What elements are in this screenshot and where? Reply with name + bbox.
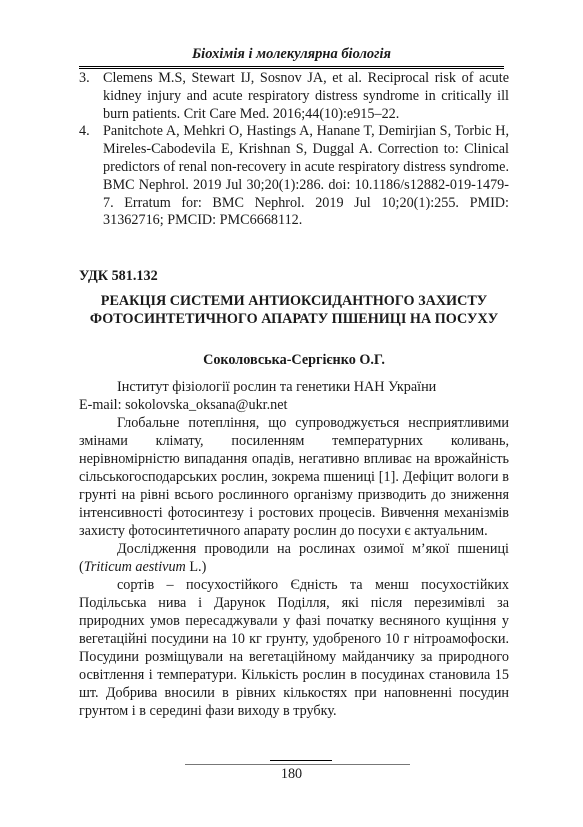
body-paragraph	[79, 540, 509, 576]
header-divider	[79, 66, 504, 69]
species-name: Triticum aestivum	[83, 559, 186, 575]
author-email: E-mail: sokolovska_oksana@ukr.net	[79, 397, 288, 413]
udc-code: УДК 581.132	[79, 268, 158, 284]
paragraph-text: Дослідження проводили на рослинах озимої м’якої пшениці (	[79, 541, 509, 575]
article-body	[79, 414, 509, 720]
footer-divider	[185, 764, 410, 765]
reference-number: 3.	[79, 70, 90, 86]
reference-item	[79, 123, 509, 230]
footnote-divider	[270, 760, 332, 761]
reference-number: 4.	[79, 123, 90, 140]
body-paragraph: Глобальне потепління, що супроводжується несприятливими змінами клімату, посиленням температурних коливань, нерівномірністю випадання опадів, негативно впливає на врожайність сільськогосподарських рослин, зокрема пшениці [1]. Дефіцит вологи в грунті на рівні всього рослинного організму призводить до зниження інтенсивності фотосинтезу і ростових процесів. Вивчення механізмів захисту фотосинтетичного апарату рослин до посухи є актуальним.	[79, 415, 509, 539]
author-affiliation	[79, 378, 509, 414]
institution: Інститут фізіології рослин та генетики НАН України	[117, 379, 437, 395]
reference-text: Clemens M.S, Stewart IJ, Sosnov JA, et al. Reciprocal risk of acute kidney injury and acute respiratory distress syndrome in critically ill burn patients. Crit Care Med. 2016;44(10):e915–22.	[103, 70, 509, 122]
article-author: Соколовська-Сергієнко О.Г.	[203, 352, 385, 368]
page-number: 180	[280, 766, 303, 782]
reference-list	[79, 70, 509, 230]
paragraph-text: L.)	[185, 559, 207, 575]
reference-item	[79, 70, 509, 123]
running-header: Біохімія і молекулярна біологія	[191, 46, 392, 62]
article-title: РЕАКЦІЯ СИСТЕМИ АНТИОКСИДАНТНОГО ЗАХИСТУ ФОТОСИНТЕТИЧНОГО АПАРАТУ ПШЕНИЦІ НА ПОСУХУ	[89, 293, 499, 327]
reference-text: Panitchote A, Mehkri O, Hastings A, Hanane T, Demirjian S, Torbic H, Mireles-Cabodevila E, Krishnan S, Duggal A. Correction to: Clinical predictors of renal non-recovery in acute respiratory distress syndrome. BMC Nephrol. 2019 Jul 30;20(1):286. doi: 10.1186/s12882-019-1479-7. Erratum for: BMC Nephrol. 2019 Jul 10;20(1):255. PMID: 31362716; PMCID: PMC6668112.	[103, 123, 509, 229]
body-paragraph: сортів – посухостійкого Єдність та менш посухостійких Подільська нива і Дарунок Поділля, які після перезимівлі за природних умов пересаджували у фазі початку весняного кущіння у вегетаційні посудини на 10 кг грунту, удобреного 10 г нітроамофоски. Посудини розміщували на вегетаційному майданчику за природного освітлення і температури. Кількість рослин в посудинах становила 15 шт. Добрива вносили в рівних кількостях при наповненні посудин грунтом і в середині фази виходу в трубку.	[79, 577, 509, 719]
